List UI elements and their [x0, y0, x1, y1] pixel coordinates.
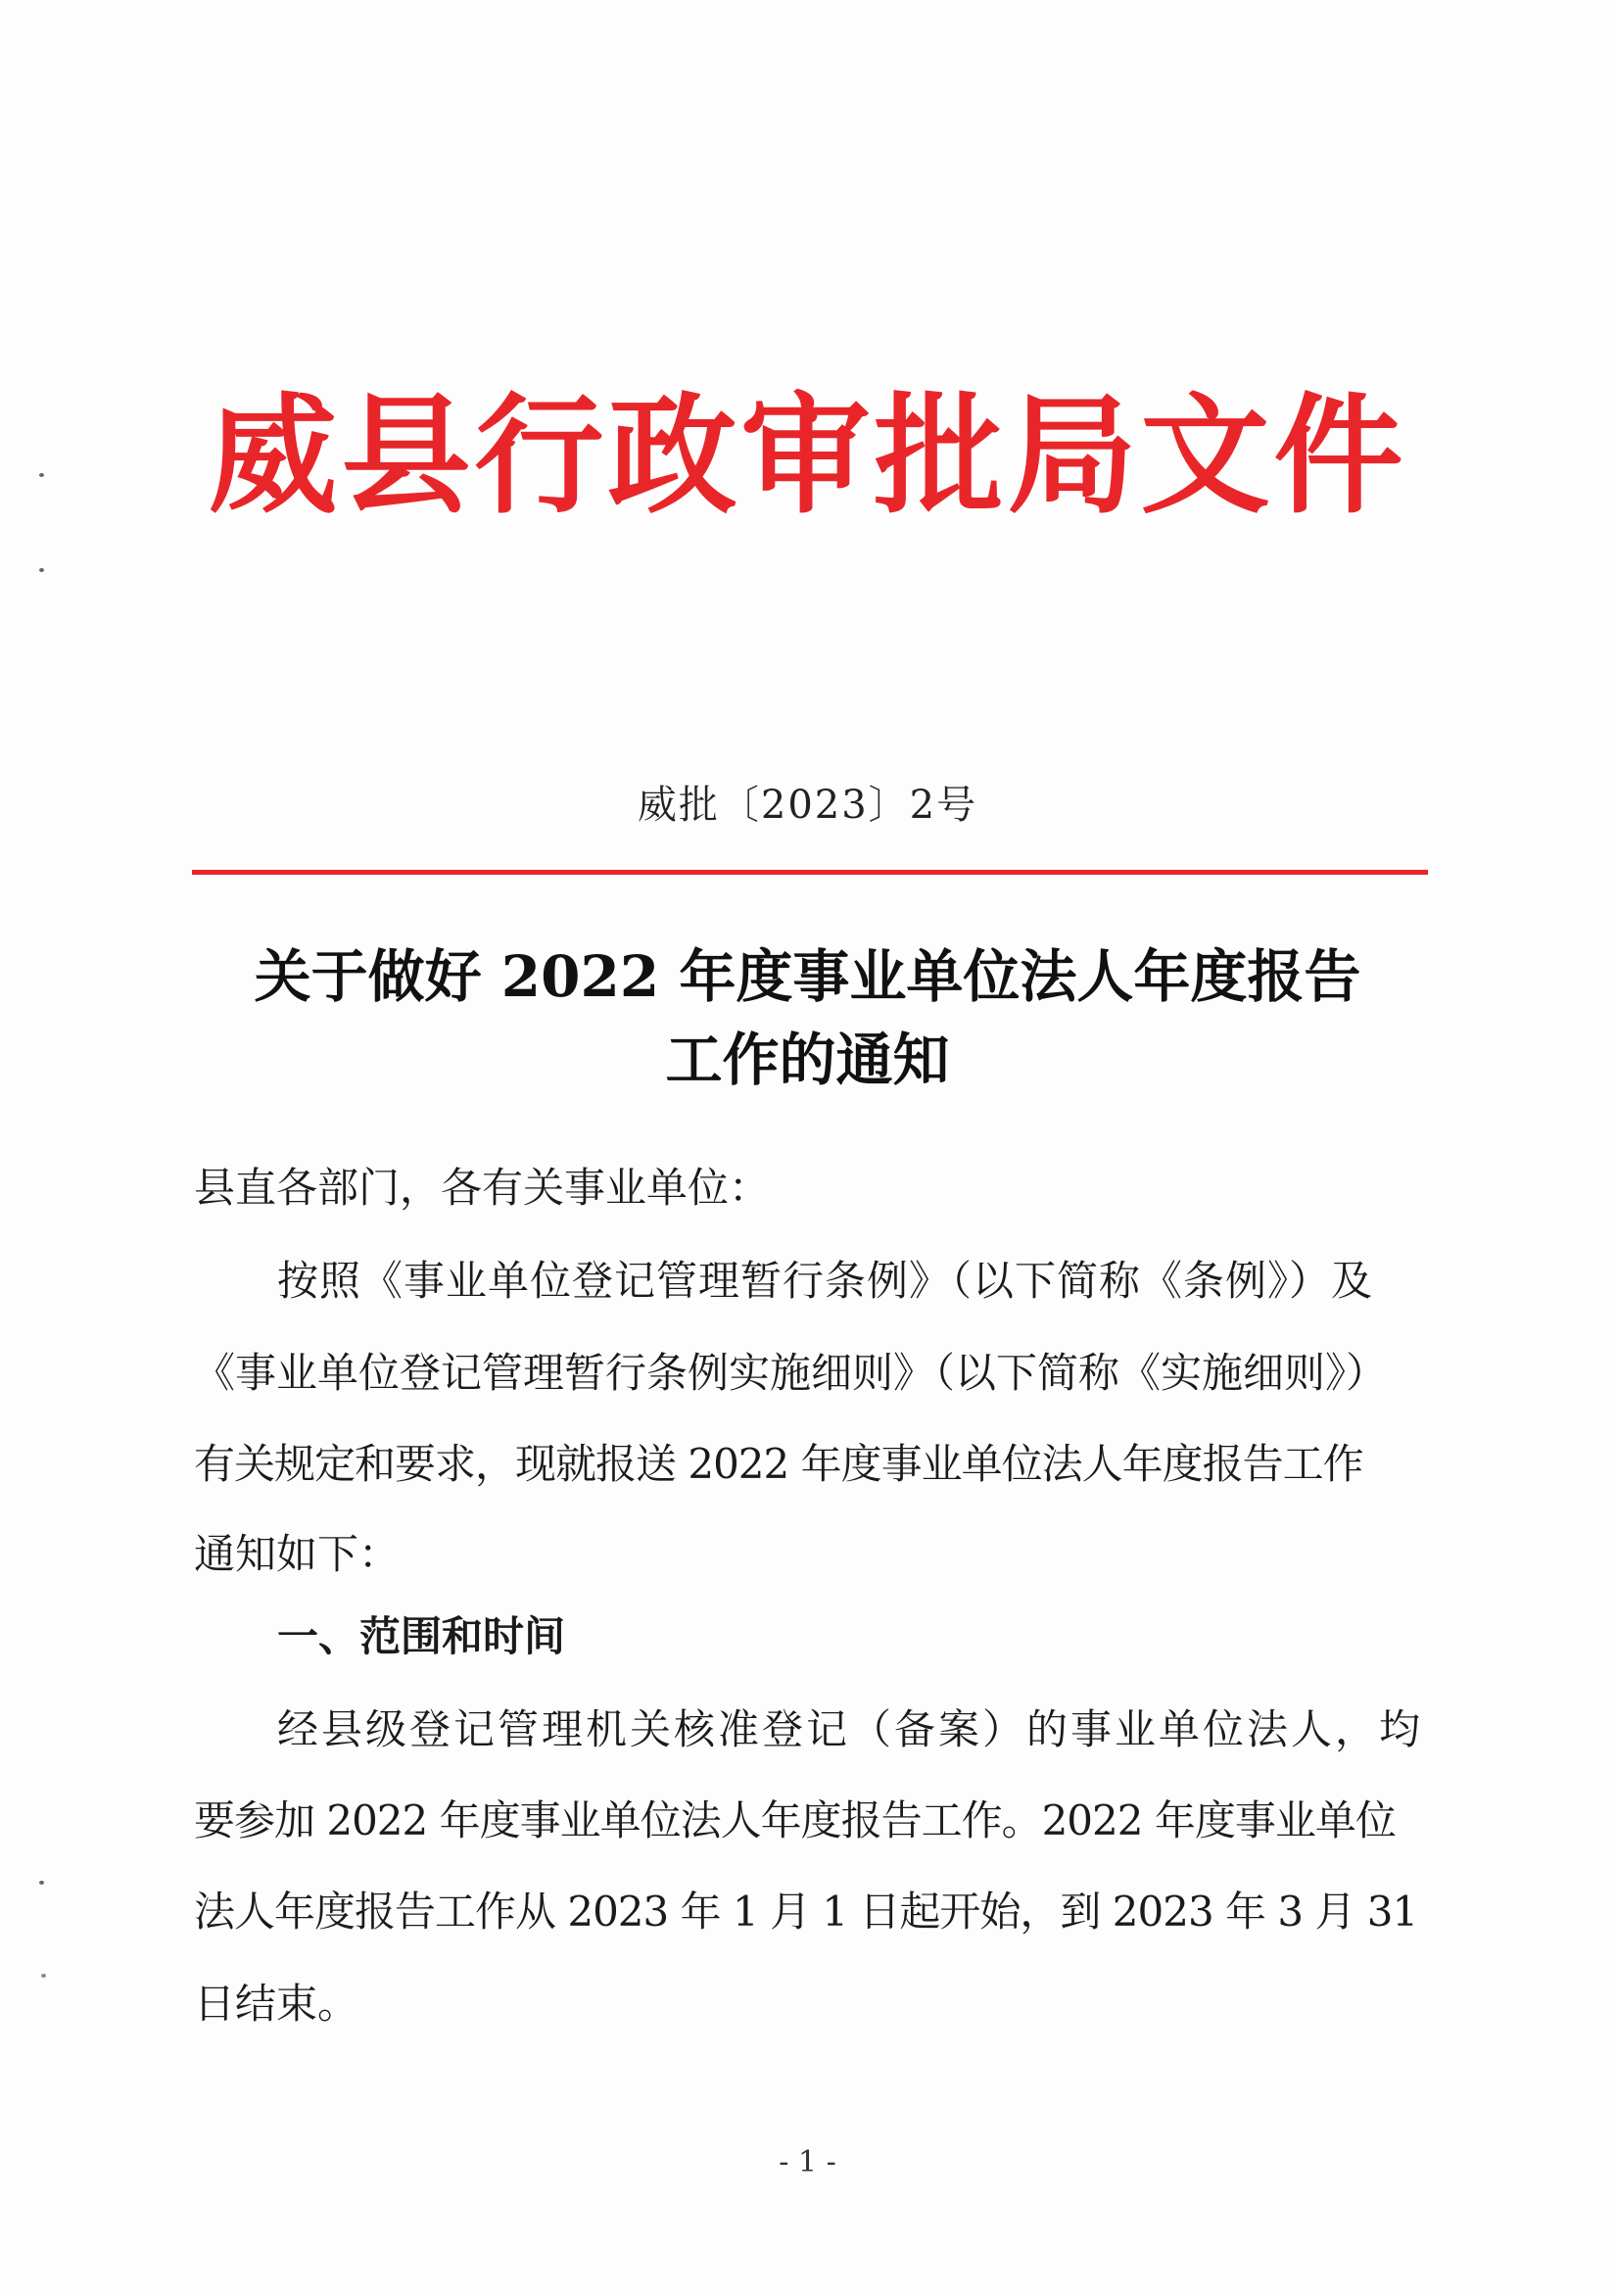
scan-speck	[39, 568, 44, 572]
paragraph-line: 通知如下：	[194, 1530, 401, 1578]
notice-title-line-2: 工作的通知	[665, 1027, 950, 1093]
scan-speck	[39, 1881, 44, 1885]
section-heading: 一、范围和时间	[277, 1612, 566, 1660]
scan-speck	[41, 1974, 46, 1978]
document-number: 威批〔2023〕2号	[637, 783, 978, 828]
paragraph-line: 按照《事业单位登记管理暂行条例》（以下简称《条例》）及	[277, 1257, 1374, 1305]
salutation: 县直各部门，各有关事业单位：	[194, 1164, 771, 1212]
paragraph-line: 要参加 2022 年度事业单位法人年度报告工作。2022 年度事业单位	[194, 1796, 1396, 1844]
red-divider	[192, 870, 1428, 875]
paragraph-line: 有关规定和要求，现就报送 2022 年度事业单位法人年度报告工作	[194, 1440, 1363, 1488]
notice-title-line-1: 关于做好 2022 年度事业单位法人年度报告	[254, 943, 1361, 1010]
paragraph-line: 法人年度报告工作从 2023 年 1 月 1 日起开始，到 2023 年 3 月 31	[194, 1888, 1418, 1936]
issuer-title: 威县行政审批局文件	[208, 381, 1407, 532]
paragraph-line: 经县级登记管理机关核准登记（备案）的事业单位法人，均	[277, 1705, 1424, 1753]
page-number: - 1 -	[779, 2145, 836, 2179]
paragraph-line: 日结束。	[194, 1980, 359, 2028]
paragraph-line: 《事业单位登记管理暂行条例实施细则》（以下简称《实施细则》）	[194, 1349, 1388, 1397]
